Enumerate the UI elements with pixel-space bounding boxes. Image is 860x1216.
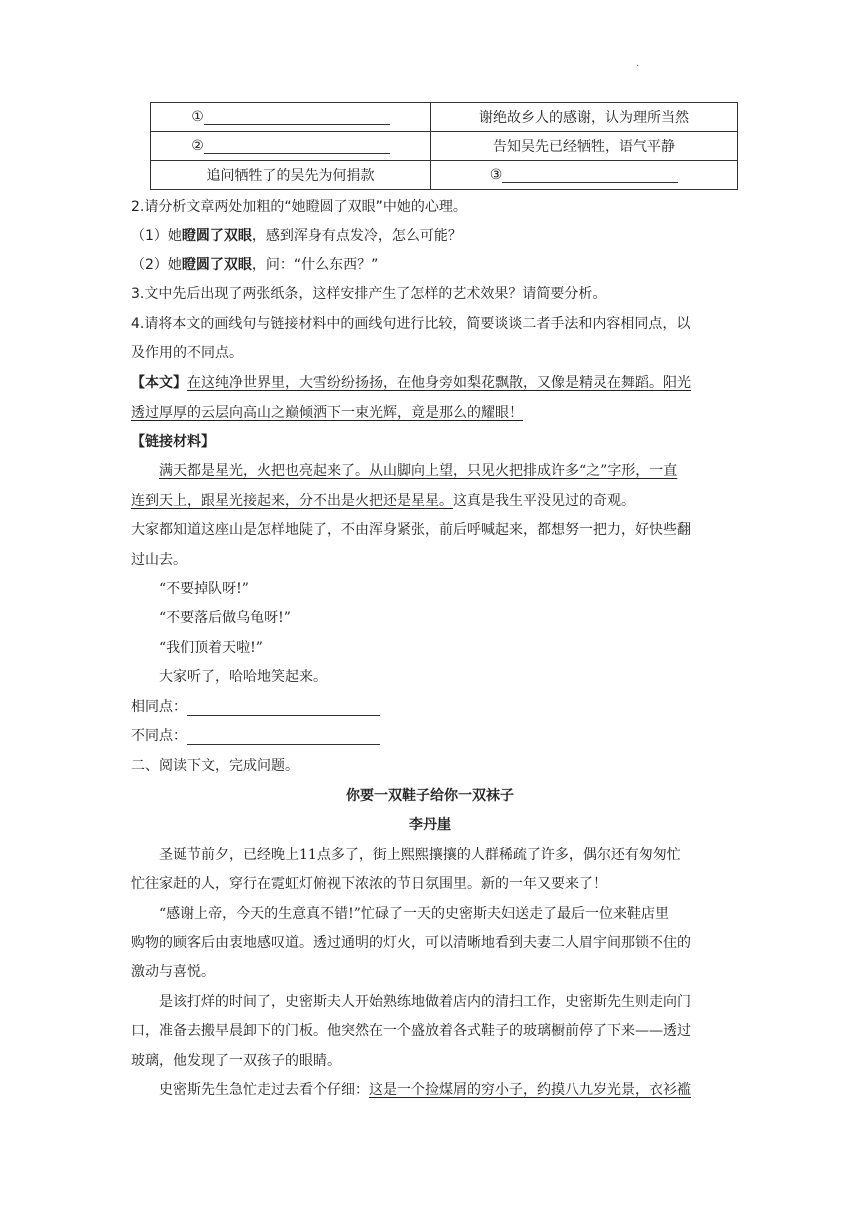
story-p1-line-1: 圣诞节前夕，已经晚上11点多了，街上熙熙攘攘的人群稀疏了许多，偶尔还有匆匆忙 [159,847,681,863]
story-author: 李丹崖 [409,817,451,833]
answer-blank[interactable] [204,153,390,154]
answer-blank[interactable] [204,124,390,125]
answer-blank[interactable] [502,182,678,183]
diff-points: 不同点： [131,727,380,745]
question-4-line-2: 及作用的不同点。 [131,345,243,361]
answer-table [150,102,738,190]
answer-blank[interactable] [187,715,380,716]
table-row [151,132,738,161]
benwen-line-2: 透过厚厚的云层向高山之巅倾洒下一束光辉，竟是那么的耀眼！ [131,405,523,421]
story-p3-line-2: 口，准备去搬早晨卸下的门板。他突然在一个盛放着各式鞋子的玻璃橱前停了下来——透过 [131,1023,691,1039]
table-cell: 追问牺牲了的吴先为何捐款 [151,161,431,190]
table-cell [151,103,431,132]
circle-number: ② [191,138,204,154]
story-p2-line-1: “感谢上帝，今天的生意真不错!”忙碌了一天的史密斯夫妇送走了最后一位来鞋店里 [159,906,669,922]
table-row [151,161,738,190]
laugh-line: 大家听了，哈哈地笑起来。 [159,669,327,685]
quote-line: “不要落后做乌龟呀!” [159,610,291,626]
link-p1-line-2: 连到天上，跟星光接起来，分不出是火把还是星星。这真是我生平没见过的奇观。 [131,493,635,509]
q2-sentence-1: （1）她瞪圆了双眼，感到浑身有点发冷，怎么可能？ [131,228,462,244]
circle-number: ① [191,109,204,125]
story-p2-line-3: 激动与喜悦。 [131,964,215,980]
link-p2-line-2: 过山去。 [131,552,187,568]
link-p2-line-1: 大家都知道这座山是怎样地陡了，不由浑身紧张，前后呼喊起来，都想努一把力，好快些翻 [131,522,691,538]
quote-line: “不要掉队呀!” [159,581,249,597]
story-p1-line-2: 忙往家赶的人，穿行在霓虹灯俯视下浓浓的节日氛围里。新的一年又要来了！ [131,876,607,892]
table-row [151,103,738,132]
header-mark: . [636,58,640,69]
story-p3-line-1: 是该打烊的时间了，史密斯夫人开始熟练地做着店内的清扫工作，史密斯先生则走向门 [159,994,691,1010]
table-cell [431,161,738,190]
link-label: 【链接材料】 [131,434,215,450]
link-p1-line-1: 满天都是星光，火把也亮起来了。从山脚向上望，只见火把排成许多“之”字形，一直 [159,463,678,479]
quote-line: “我们顶着天啦!” [159,640,263,656]
benwen-line-1: 【本文】在这纯净世界里，大雪纷纷扬扬，在他身旁如梨花飘散，又像是精灵在舞蹈。阳光 [131,375,691,391]
question-2: 2.请分析文章两处加粗的“她瞪圆了双眼”中她的心理。 [131,199,467,215]
benwen-label: 【本文】 [131,375,187,391]
q2-sentence-2: （2）她瞪圆了双眼，问：“什么东西？” [131,257,379,273]
circle-number: ③ [489,167,503,183]
table-cell: 谢绝故乡人的感谢，认为理所当然 [431,103,738,132]
story-title: 你要一双鞋子给你一双袜子 [346,788,514,804]
question-3: 3.文中先后出现了两张纸条，这样安排产生了怎样的艺术效果？请简要分析。 [131,286,607,302]
story-p4-line-1: 史密斯先生急忙走过去看个仔细：这是一个捡煤屑的穷小子，约摸八九岁光景，衣衫褴 [159,1082,691,1098]
question-4-line-1: 4.请将本文的画线句与链接材料中的画线句进行比较，简要谈谈二者手法和内容相同点，以 [131,316,691,332]
table-cell [151,132,431,161]
section-2-heading: 二、阅读下文，完成问题。 [131,758,299,774]
table-cell: 告知吴先已经牺牲，语气平静 [431,132,738,161]
story-p2-line-2: 购物的顾客后由衷地感叹道。透过通明的灯火，可以清晰地看到夫妻二人眉宇间那锁不住的 [131,935,691,951]
same-points: 相同点： [131,698,380,716]
answer-blank[interactable] [187,744,380,745]
story-p3-line-3: 玻璃，他发现了一双孩子的眼睛。 [131,1053,341,1069]
